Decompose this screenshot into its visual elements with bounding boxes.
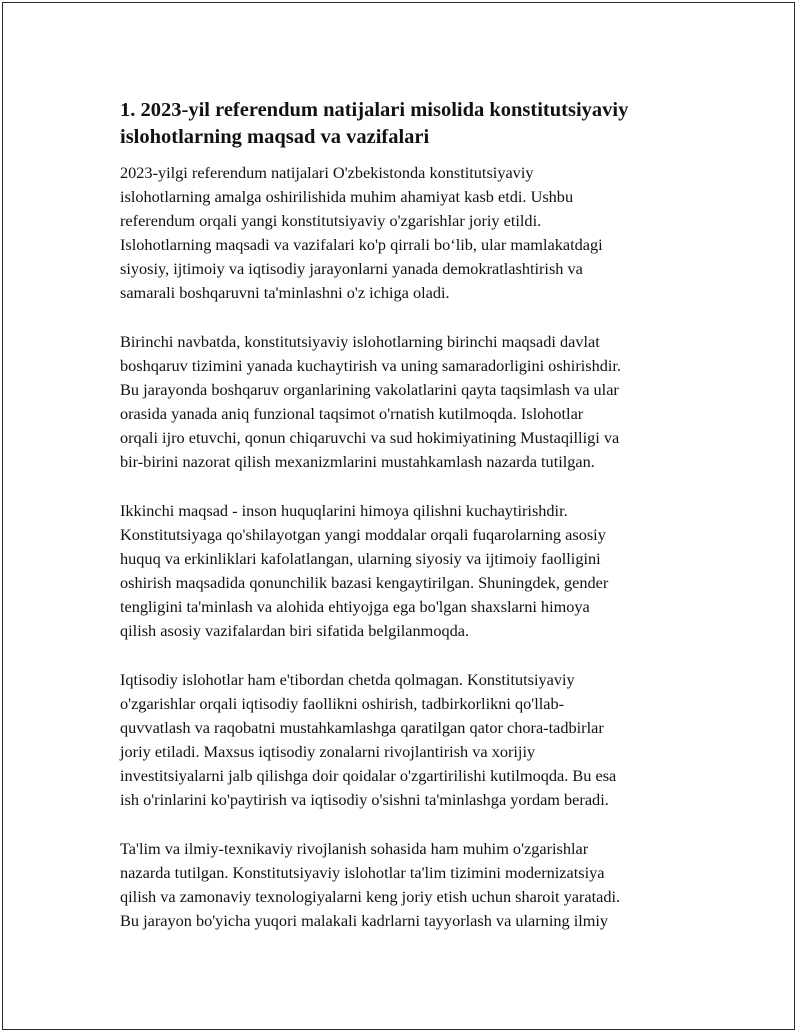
paragraph-line: boshqaruv tizimini yanada kuchaytirish va uning samaradorligini oshirishdir. [120,356,622,375]
paragraph-line: Ikkinchi maqsad - inson huquqlarini himoya qilishni kuchaytirishdir. [120,501,568,520]
paragraph-line: Bu jarayon bo'yicha yuqori malakali kadrlarni tayyorlash va ularning ilmiy [120,911,609,930]
paragraph-referendum-results [120,161,690,305]
paragraph-line: bir-birini nazorat qilish mexanizmlarini mustahkamlash nazarda tutilgan. [120,452,595,471]
paragraph-line: samarali boshqaruvni ta'minlashni o'z ichiga oladi. [120,283,450,302]
paragraph-line: quvvatlash va raqobatni mustahkamlashga qaratilgan qator chora-tadbirlar [120,718,604,737]
paragraph-line: Ta'lim va ilmiy-texnikaviy rivojlanish sohasida ham muhim o'zgarishlar [120,839,589,858]
document-page [2,2,795,1030]
paragraph-line: oshirish maqsadida qonunchilik bazasi kengaytirilgan. Shuningdek, gender [120,573,609,592]
paragraph-line: Bu jarayonda boshqaruv organlarining vakolatlarini qayta taqsimlash va ular [120,380,619,399]
paragraph-line: huquq va erkinliklari kafolatlangan, ularning siyosiy va ijtimoiy faolligini [120,549,601,568]
section-heading [120,97,690,151]
paragraph-line: joriy etiladi. Maxsus iqtisodiy zonalarni rivojlantirish va xorijiy [120,742,536,761]
paragraph-line: investitsiyalarni jalb qilishga doir qoidalar o'zgartirilishi kutilmoqda. Bu esa [120,766,617,785]
paragraph-line: orqali ijro etuvchi, qonun chiqaruvchi va sud hokimiyatining Mustaqilligi va [120,428,620,447]
paragraph-line: Islohotlarning maqsadi va vazifalari ko'p qirrali bo‘lib, ular mamlakatdagi [120,235,603,254]
paragraph-line: Birinchi navbatda, konstitutsiyaviy islohotlarning birinchi maqsadi davlat [120,332,600,351]
paragraph-economic-reforms [120,668,690,812]
paragraph-line: Iqtisodiy islohotlar ham e'tibordan chetda qolmagan. Konstitutsiyaviy [120,670,575,689]
paragraph-first-goal [120,330,690,474]
paragraph-line: siyosiy, ijtimoiy va iqtisodiy jarayonlarni yanada demokratlashtirish va [120,259,583,278]
paragraph-line: o'zgarishlar orqali iqtisodiy faollikni oshirish, tadbirkorlikni qo'llab- [120,694,565,713]
paragraph-line: islohotlarning amalga oshirilishida muhim ahamiyat kasb etdi. Ushbu [120,187,574,206]
paragraph-line: ish o'rinlarini ko'paytirish va iqtisodiy o'sishni ta'minlashga yordam beradi. [120,790,609,809]
paragraph-line: Konstitutsiyaga qo'shilayotgan yangi moddalar orqali fuqarolarning asosiy [120,525,606,544]
paragraph-education-reforms [120,837,690,933]
paragraph-line: nazarda tutilgan. Konstitutsiyaviy islohotlar ta'lim tizimini modernizatsiya [120,863,605,882]
paragraph-second-goal [120,499,690,643]
paragraph-line: orasida yanada aniq funzional taqsimot o'rnatish kutilmoqda. Islohotlar [120,404,584,423]
paragraph-line: referendum orqali yangi konstitutsiyaviy o'zgarishlar joriy etildi. [120,211,542,230]
heading-line: islohotlarning maqsad va vazifalari [120,126,430,148]
paragraph-line: 2023-yilgi referendum natijalari O'zbekistonda konstitutsiyaviy [120,163,534,182]
paragraph-line: qilish va zamonaviy texnologiyalarni keng joriy etish uchun sharoit yaratadi. [120,887,621,906]
paragraph-line: tengligini ta'minlash va alohida ehtiyojga ega bo'lgan shaxslarni himoya [120,597,590,616]
heading-line: 1. 2023-yil referendum natijalari misolida konstitutsiyaviy [120,99,629,121]
document-body [120,97,690,958]
paragraph-line: qilish asosiy vazifalardan biri sifatida belgilanmoqda. [120,621,470,640]
